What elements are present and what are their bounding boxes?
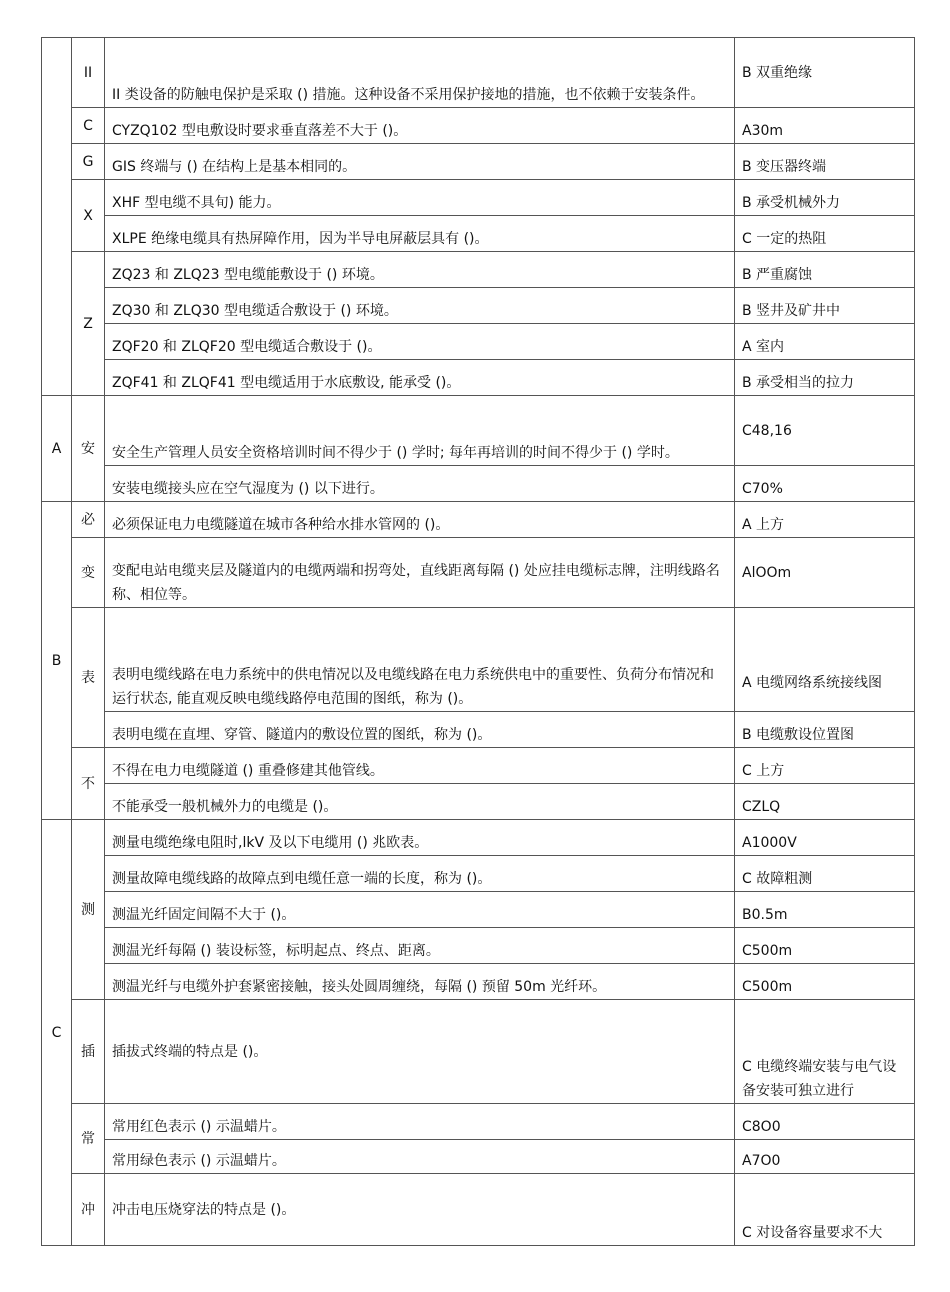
answer-cell: A1000V [735, 820, 915, 856]
answer-cell: B 电缆敷设位置图 [735, 712, 915, 748]
answer-cell: B 承受相当的拉力 [735, 360, 915, 396]
question-table [41, 37, 915, 1246]
answer-cell: A30m [735, 108, 915, 144]
level2-cell: 测 [72, 820, 105, 1000]
level2-cell: 冲 [72, 1174, 105, 1246]
level2-cell: 插 [72, 1000, 105, 1104]
question-cell: 变配电站电缆夹层及隧道内的电缆两端和拐弯处，直线距离每隔 () 处应挂电缆标志牌，注明线路名称、相位等。 [105, 538, 735, 608]
level1-cell: B [42, 502, 72, 820]
answer-cell: C 对设备容量要求不大 [735, 1174, 915, 1246]
question-cell: 表明电缆线路在电力系统中的供电情况以及电缆线路在电力系统供电中的重要性、负荷分布情况和运行状态, 能直观反映电缆线路停电范围的图纸，称为 ()。 [105, 608, 735, 712]
answer-cell: C8O0 [735, 1104, 915, 1140]
question-cell: 必须保证电力电缆隧道在城市各种给水排水管网的 ()。 [105, 502, 735, 538]
question-cell: ZQF41 和 ZLQF41 型电缆适用于水底敷设, 能承受 ()。 [105, 360, 735, 396]
question-cell: ZQ30 和 ZLQ30 型电缆适合敷设于 () 环境。 [105, 288, 735, 324]
answer-cell: B0.5m [735, 892, 915, 928]
question-cell: 安全生产管理人员安全资格培训时间不得少于 () 学时; 每年再培训的时间不得少于 () 学时。 [105, 396, 735, 466]
answer-cell: C 上方 [735, 748, 915, 784]
answer-cell: A 电缆网络系统接线图 [735, 608, 915, 712]
answer-cell: C 一定的热阻 [735, 216, 915, 252]
question-cell: 测量故障电缆线路的故障点到电缆任意一端的长度，称为 ()。 [105, 856, 735, 892]
level2-cell: 变 [72, 538, 105, 608]
level2-cell: 安 [72, 396, 105, 502]
question-cell: XHF 型电缆不具旬) 能力。 [105, 180, 735, 216]
level2-cell: 常 [72, 1104, 105, 1174]
question-cell: ZQ23 和 ZLQ23 型电缆能敷设于 () 环境。 [105, 252, 735, 288]
answer-cell: B 变压器终端 [735, 144, 915, 180]
level2-cell: 必 [72, 502, 105, 538]
question-cell: 不得在电力电缆隧道 () 重叠修建其他管线。 [105, 748, 735, 784]
question-cell: 不能承受一般机械外力的电缆是 ()。 [105, 784, 735, 820]
question-cell: CYZQ102 型电敷设时要求垂直落差不大于 ()。 [105, 108, 735, 144]
level1-cell: A [42, 396, 72, 502]
answer-cell: C 故障粗测 [735, 856, 915, 892]
question-cell: II 类设备的防触电保护是采取 () 措施。这种设备不采用保护接地的措施，也不依赖于安装条件。 [105, 38, 735, 108]
level2-cell: II [72, 38, 105, 108]
level2-cell: 表 [72, 608, 105, 748]
answer-cell: C500m [735, 928, 915, 964]
level2-cell: X [72, 180, 105, 252]
answer-cell: CZLQ [735, 784, 915, 820]
answer-cell: A 上方 [735, 502, 915, 538]
question-cell: 测量电缆绝缘电阻时,lkV 及以下电缆用 () 兆欧表。 [105, 820, 735, 856]
question-cell: 表明电缆在直埋、穿管、隧道内的敷设位置的图纸，称为 ()。 [105, 712, 735, 748]
question-cell: GIS 终端与 () 在结构上是基本相同的。 [105, 144, 735, 180]
answer-cell: B 严重腐蚀 [735, 252, 915, 288]
question-cell: 安装电缆接头应在空气湿度为 () 以下进行。 [105, 466, 735, 502]
question-cell: 常用绿色表示 () 示温蜡片。 [105, 1140, 735, 1174]
question-cell: XLPE 绝缘电缆具有热屏障作用，因为半导电屏蔽层具有 ()。 [105, 216, 735, 252]
answer-cell: C 电缆终端安装与电气设备安装可独立进行 [735, 1000, 915, 1104]
level2-cell: 不 [72, 748, 105, 820]
question-cell: ZQF20 和 ZLQF20 型电缆适合敷设于 ()。 [105, 324, 735, 360]
level2-cell: C [72, 108, 105, 144]
answer-cell: C48,16 [735, 396, 915, 466]
answer-cell: B 竖井及矿井中 [735, 288, 915, 324]
question-cell: 插拔式终端的特点是 ()。 [105, 1000, 735, 1104]
question-cell: 冲击电压烧穿法的特点是 ()。 [105, 1174, 735, 1246]
answer-cell: B 承受机械外力 [735, 180, 915, 216]
level1-cell-blank [42, 38, 72, 396]
answer-cell: A7O0 [735, 1140, 915, 1174]
answer-cell: B 双重绝缘 [735, 38, 915, 108]
answer-cell: C70% [735, 466, 915, 502]
question-cell: 测温光纤每隔 () 装设标签，标明起点、终点、距离。 [105, 928, 735, 964]
level2-cell: G [72, 144, 105, 180]
answer-cell: A 室内 [735, 324, 915, 360]
level2-cell: Z [72, 252, 105, 396]
answer-cell: C500m [735, 964, 915, 1000]
answer-cell: AlOOm [735, 538, 915, 608]
question-cell: 常用红色表示 () 示温蜡片。 [105, 1104, 735, 1140]
level1-cell: C [42, 820, 72, 1246]
question-cell: 测温光纤固定间隔不大于 ()。 [105, 892, 735, 928]
question-cell: 测温光纤与电缆外护套紧密接触，接头处圆周缠绕，每隔 () 预留 50m 光纤环。 [105, 964, 735, 1000]
